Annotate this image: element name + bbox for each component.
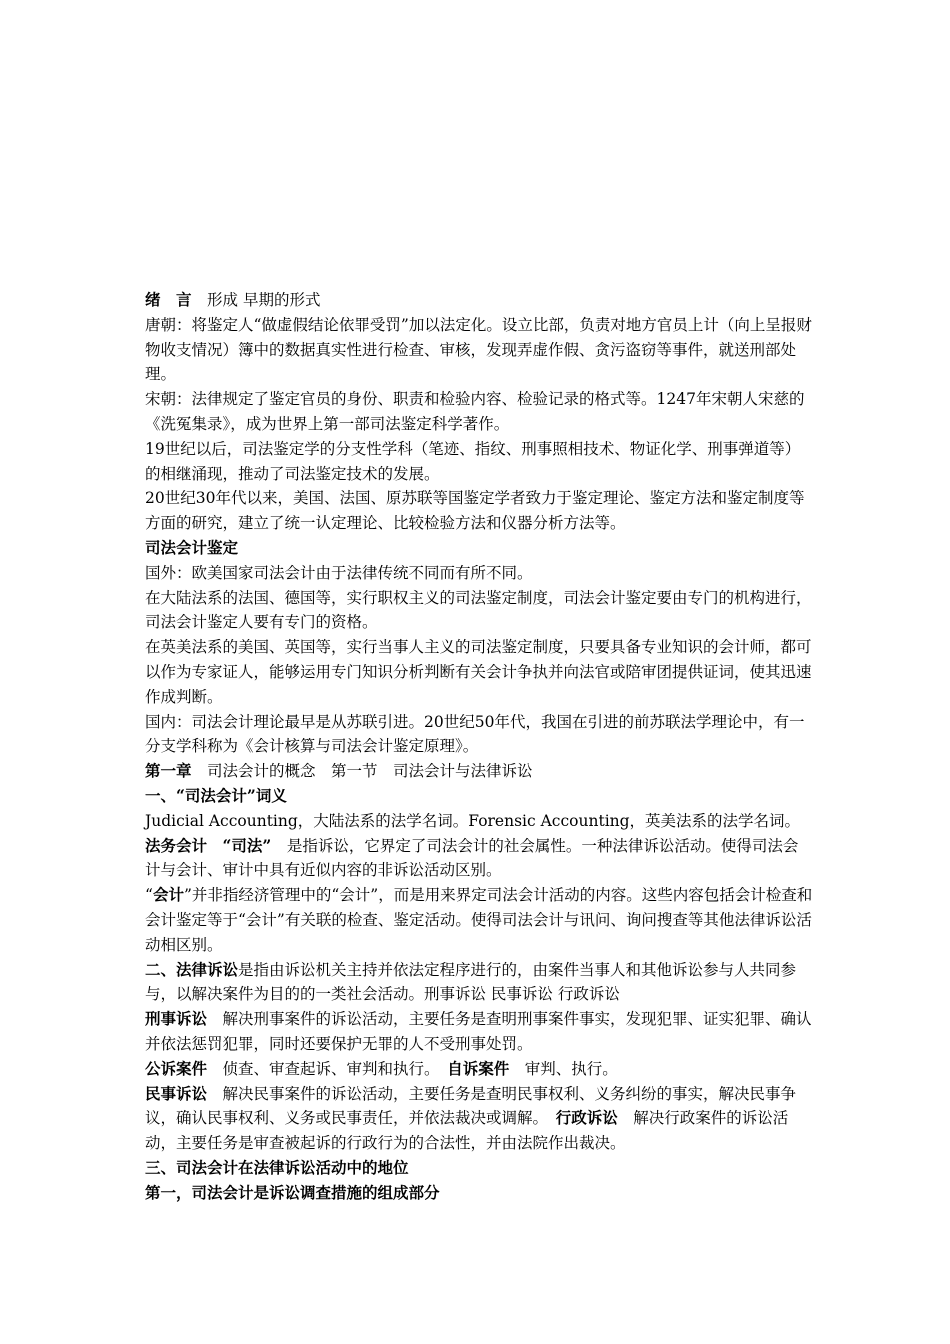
- para-continental-law: 在大陆法系的法国、德国等，实行职权主义的司法鉴定制度，司法会计鉴定要由专门的机构进行，司法会计鉴定人要有专门的资格。: [145, 588, 812, 632]
- para-song: 宋朝：法律规定了鉴定官员的身份、职责和检验内容、检验记录的格式等。1247年宋朝人宋慈的《洗冤集录》，成为世界上第一部司法鉴定科学著作。: [145, 390, 805, 433]
- subsection-heading-2: 二、法律诉讼: [145, 959, 239, 979]
- term-private-prosecution: 自诉案件: [447, 1058, 510, 1078]
- administrative-litigation-text: 解决行政案件的诉讼活动，主要任务是审查被起诉的行政行为的合法性，并由法院作出裁决。: [145, 1109, 789, 1153]
- para-abroad: 国外：欧美国家司法会计由于法律传统不同而有所不同。: [145, 563, 533, 582]
- para-criminal-litigation-text: 解决刑事案件的诉讼活动，主要任务是查明刑事案件事实，发现犯罪、证实犯罪、确认并依法惩罚犯罪，同时还要保护无罪的人不受刑事处罚。: [145, 1010, 812, 1053]
- para-criminal-litigation: [145, 1007, 813, 1057]
- para-case-types: [145, 1057, 813, 1082]
- para-accounting-meaning: [145, 883, 813, 957]
- chapter-title: 第一章: [145, 761, 192, 781]
- para-domestic: 国内：司法会计理论最早是从苏联引进。20世纪50年代，我国在引进的前苏联法学理论中，有一分支学科称为《会计核算与司法会计鉴定原理》。: [145, 712, 805, 756]
- intro-heading-sub: 形成 早期的形式: [191, 291, 321, 309]
- para-accounting-meaning-text: ”并非指经济管理中的“会计”，而是用来界定司法会计活动的内容。这些内容包括会计检查和会计鉴定等于“会计”有关联的检查、鉴定活动。使得司法会计与讯问、询问搜查等其他法律诉讼活动相区别。: [145, 886, 813, 954]
- para-judicial-meaning: [145, 834, 813, 884]
- para-legal-litigation: [145, 958, 813, 1008]
- civil-litigation-text: 解决民事案件的诉讼活动，主要任务是查明民事权利、义务纠纷的事实，解决民事争议，确认民事权利、义务或民事责任，并依法裁决或调解。: [145, 1084, 797, 1128]
- term-civil-litigation: 民事诉讼: [145, 1083, 208, 1103]
- open-quote: “: [145, 886, 153, 905]
- subsection-heading-3: 三、司法会计在法律诉讼活动中的地位: [145, 1157, 409, 1177]
- para-legal-litigation-text: 是指由诉讼机关主持并依法定程序进行的，由案件当事人和其他诉讼参与人共同参与，以解决案件为目的的一类社会活动。刑事诉讼 民事诉讼 行政诉讼: [145, 960, 797, 1004]
- term-accounting: 会计: [152, 885, 184, 905]
- para-20th-century: 20世纪30年代以来，美国、法国、原苏联等国鉴定学者致力于鉴定理论、鉴定方法和鉴定制度等方面的研究，建立了统一认定理论、比较检验方法和仪器分析方法等。: [145, 489, 805, 533]
- intro-heading: 绪 言: [145, 290, 192, 309]
- para-judicial-meaning-text: 是指诉讼，它界定了司法会计的社会属性。一种法律诉讼活动。使得司法会计与会计、审计中具有近似内容的非诉讼活动区别。: [145, 836, 799, 880]
- term-public-prosecution: 公诉案件: [145, 1058, 208, 1078]
- para-judicial-accounting-terms: Judicial Accounting，大陆法系的法学名词。Forensic Accounting，英美法系的法学名词。: [145, 811, 801, 830]
- point-first: 第一，司法会计是诉讼调查措施的组成部分: [145, 1182, 440, 1202]
- para-tang: 唐朝：将鉴定人“做虚假结论依罪受罚”加以法定化。设立比部，负责对地方官员上计（向上呈报财物收支情况）簿中的数据真实性进行检查、审核，发现弄虚作假、贪污盗窃等事件，就送刑部处理。: [145, 315, 812, 384]
- chapter-title-rest: 司法会计的概念 第一节 司法会计与法律诉讼: [191, 762, 533, 781]
- term-administrative-litigation: 行政诉讼: [555, 1108, 618, 1128]
- private-prosecution-text: 审判、执行。: [509, 1059, 618, 1078]
- para-19th-century: 19世纪以后，司法鉴定学的分支性学科（笔迹、指纹、刑事照相技术、物证化学、刑事弹道等）的相继涌现，推动了司法鉴定技术的发展。: [145, 439, 801, 483]
- para-anglo-american-law: 在英美法系的美国、英国等，实行当事人主义的司法鉴定制度，只要具备专业知识的会计师，都可以作为专家证人，能够运用专门知识分析判断有关会计争执并向法官或陪审团提供证词，使其迅速作成判断。: [145, 638, 812, 706]
- public-prosecution-text: 侦查、审查起诉、审判和执行。: [207, 1059, 448, 1078]
- term-forensic-accounting: 法务会计 “司法”: [145, 835, 272, 855]
- para-civil-admin-litigation: [145, 1082, 813, 1156]
- intro-heading-line: [145, 288, 813, 313]
- section-heading-judicial-appraisal: 司法会计鉴定: [145, 537, 239, 557]
- subsection-heading-1: 一、“司法会计”词义: [145, 785, 287, 805]
- chapter-heading-line: [145, 759, 813, 784]
- term-criminal-litigation: 刑事诉讼: [145, 1009, 208, 1029]
- document-body: [145, 288, 813, 1205]
